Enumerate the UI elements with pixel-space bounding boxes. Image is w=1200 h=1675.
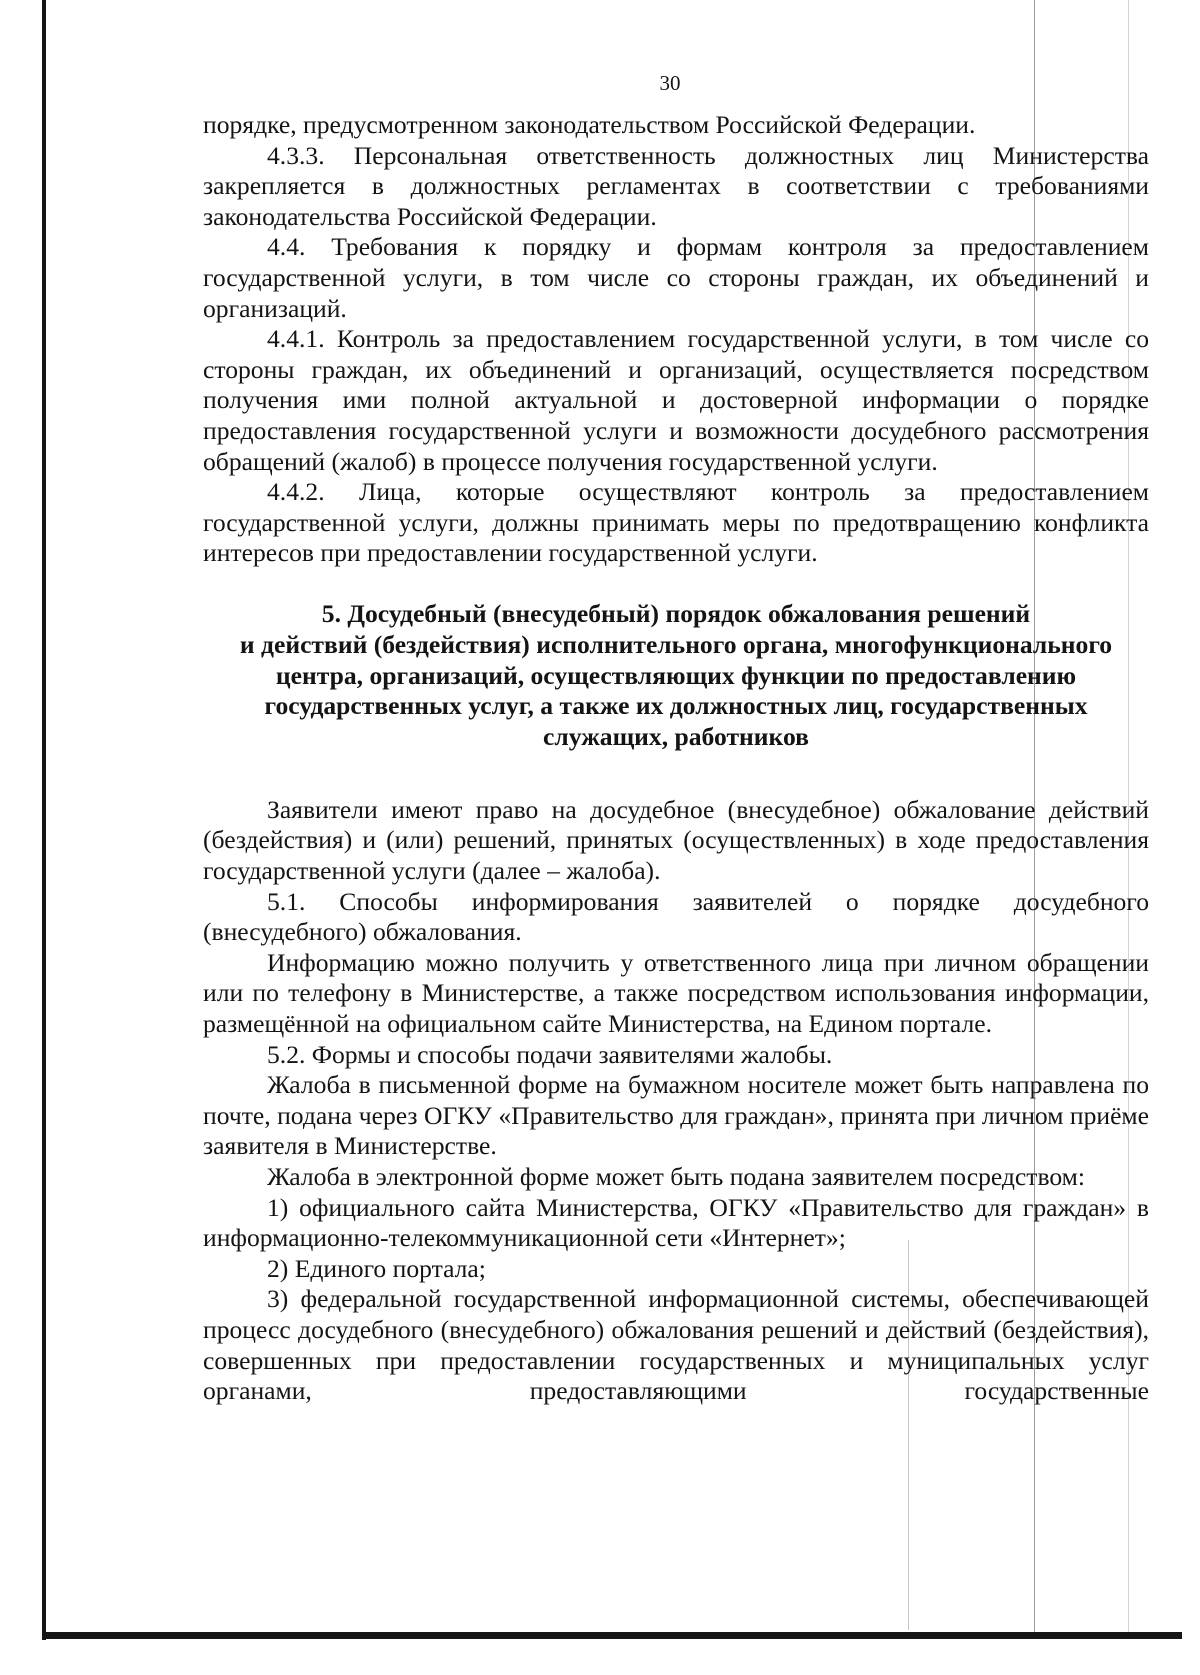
- scan-border-left: [42, 0, 46, 1640]
- section-heading-line: центра, организаций, осуществляющих функции по предоставлению: [275, 660, 1077, 690]
- paragraph: 1) официального сайта Министерства, ОГКУ «Правительство для граждан» в информационно-телекоммуникационной сети «Интернет»;: [203, 1192, 1149, 1253]
- paragraph: 3) федеральной государственной информационной системы, обеспечивающей процесс досудебного (внесудебного) обжалования решений и действий (бездействия), совершенных при предоставлении государственных и муниципальных услуг органами, предоставляющими государственные: [203, 1284, 1149, 1406]
- section-heading: [203, 599, 1149, 753]
- paragraph: 4.4.1. Контроль за предоставлением государственной услуги, в том числе со стороны граждан, их объединений и организаций, осуществляется посредством получения ими полной актуальной и достоверной информации о порядке предоставления государственной услуги и возможности досудебного рассмотрения обращений (жалоб) в процессе получения государственной услуги.: [203, 324, 1149, 476]
- paragraphs-before: [203, 110, 1149, 569]
- scan-border-bottom: [42, 1632, 1182, 1639]
- section-heading-line: и действий (бездействия) исполнительного органа, многофункционального: [239, 629, 1113, 659]
- paragraph: Жалоба в электронной форме может быть подана заявителем посредством:: [267, 1162, 1085, 1192]
- section-heading-line: служащих, работников: [543, 722, 809, 752]
- paragraph: 4.4. Требования к порядку и формам контроля за предоставлением государственной услуги, в том числе со стороны граждан, их объединений и организаций.: [203, 232, 1149, 323]
- page-number: 30: [659, 71, 681, 95]
- paragraph: Заявители имеют право на досудебное (внесудебное) обжалование действий (бездействия) и (или) решений, принятых (осуществленных) в ходе предоставления государственной услуги (далее – жалоба).: [203, 794, 1149, 886]
- paragraph: 5.1. Способы информирования заявителей о порядке досудебного (внесудебного) обжалования.: [203, 886, 1149, 947]
- paragraph: 5.2. Формы и способы подачи заявителями жалобы.: [267, 1039, 833, 1069]
- section-heading-line: 5. Досудебный (внесудебный) порядок обжалования решений: [321, 598, 1031, 628]
- paragraph: порядке, предусмотренном законодательством Российской Федерации.: [203, 110, 976, 139]
- paragraph: 4.3.3. Персональная ответственность должностных лиц Министерства закрепляется в должностных регламентах в соответствии с требованиями законодательства Российской Федерации.: [203, 140, 1149, 231]
- paragraph: 2) Единого портала;: [267, 1253, 486, 1283]
- paragraph: Информацию можно получить у ответственного лица при личном обращении или по телефону в Министерстве, а также посредством использования информации, размещённой на официальном сайте Министерства, на Едином портале.: [203, 947, 1149, 1039]
- paragraph: Жалоба в письменной форме на бумажном носителе может быть направлена по почте, подана через ОГКУ «Правительство для граждан», принята при личном приёме заявителя в Министерстве.: [203, 1070, 1149, 1161]
- document-body: [203, 110, 1149, 1407]
- paragraphs-after: [203, 795, 1149, 1407]
- section-heading-line: государственных услуг, а также их должностных лиц, государственных: [264, 691, 1088, 721]
- paragraph: 4.4.2. Лица, которые осуществляют контроль за предоставлением государственной услуги, должны принимать меры по предотвращению конфликта интересов при предоставлении государственной услуги.: [203, 477, 1149, 568]
